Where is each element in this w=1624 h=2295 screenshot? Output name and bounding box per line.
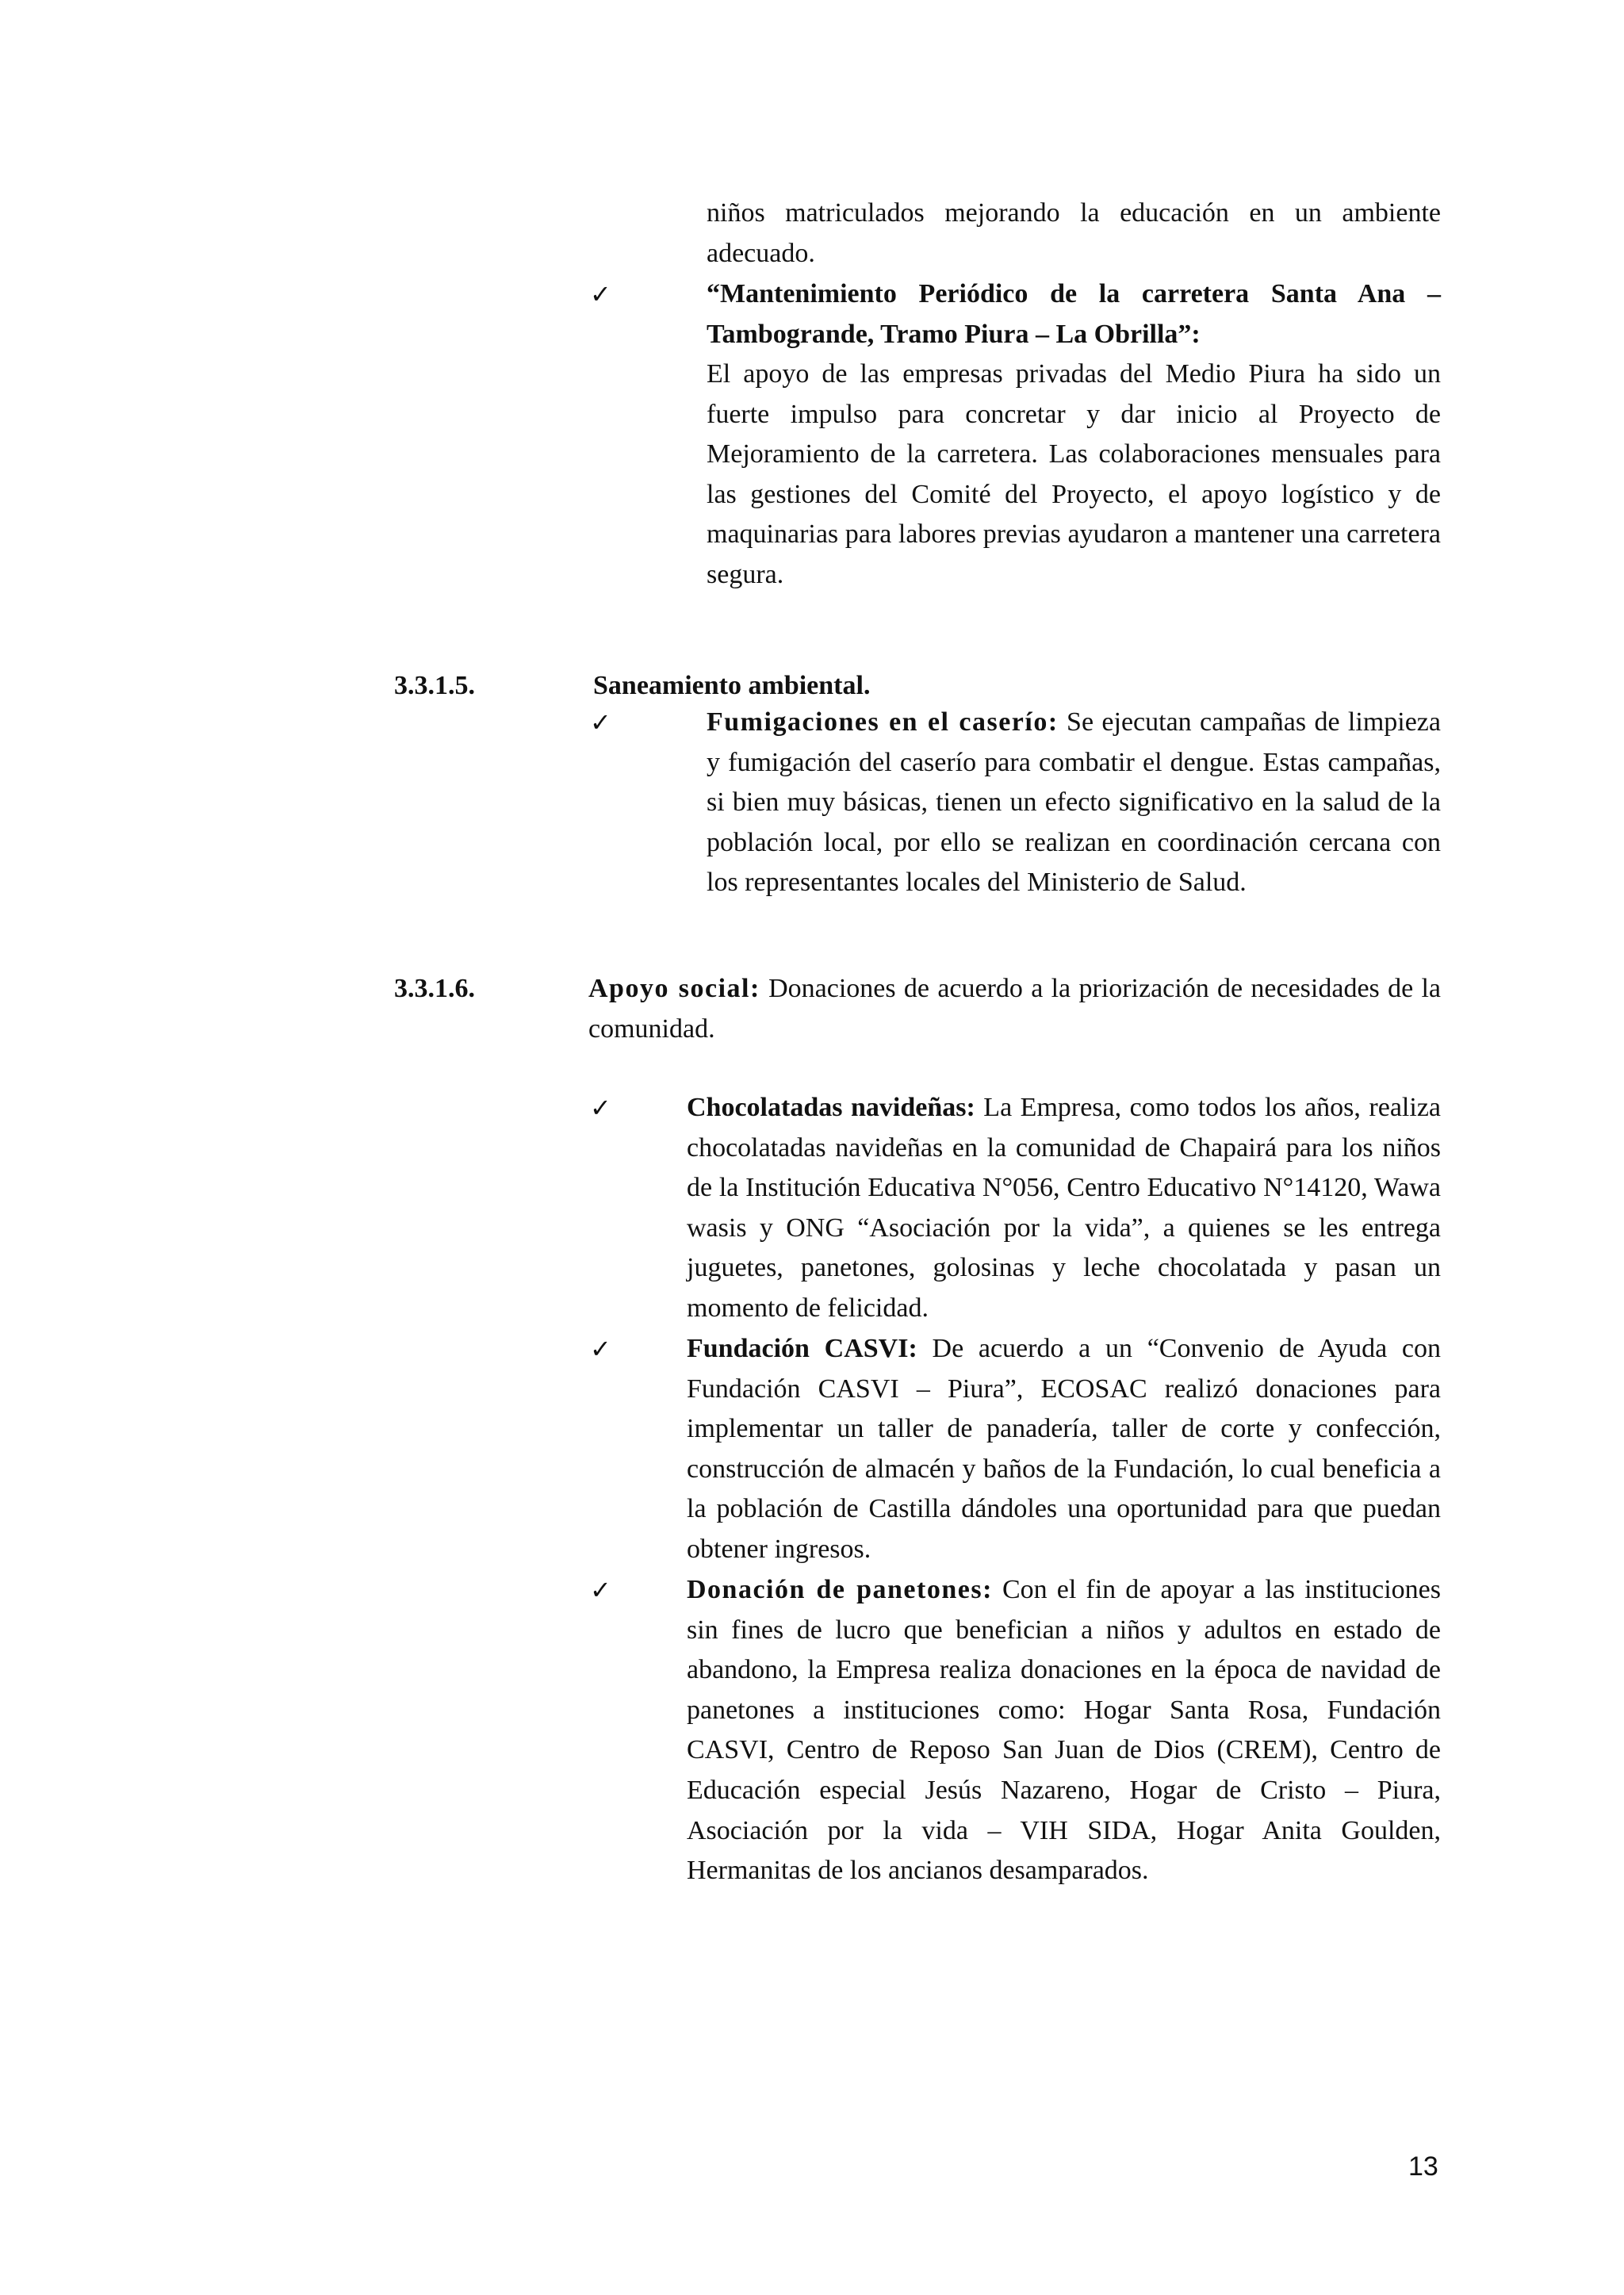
- carretera-title: “Mantenimiento Periódico de la carretera Santa Ana – Tambogrande, Tramo Piura – La Obrilla”:: [707, 279, 1441, 349]
- section-number-3315: 3.3.1.5.: [394, 671, 475, 700]
- check-icon: ✓: [590, 279, 611, 309]
- section-title-saneamiento: Saneamiento ambiental.: [593, 671, 871, 700]
- fundacion-casvi-text: De acuerdo a un “Convenio de Ayuda con Fundación CASVI – Piura”, ECOSAC realizó donaciones para implementar un taller de panadería, taller de corte y confección, construcción de almacén y baños de la Fundación, lo cual beneficia a la población de Castilla dándoles una oportunidad para que puedan obtener ingresos.: [687, 1334, 1441, 1564]
- donacion-panetones-title: Donación de panetones:: [687, 1575, 993, 1604]
- fumigaciones-title: Fumigaciones en el caserío:: [707, 707, 1059, 737]
- apoyo-social-title: Apoyo social:: [588, 974, 760, 1003]
- chocolatadas-item: [687, 1088, 1441, 1329]
- check-icon: ✓: [590, 1575, 611, 1605]
- donacion-panetones-text: Con el fin de apoyar a las instituciones sin fines de lucro que benefician a niños y adultos en estado de abandono, la Empresa realiza donaciones en la época de navidad de panetones a instituciones como: Hogar Santa Rosa, Fundación CASVI, Centro de Reposo San Juan de Dios (CREM), Centro de Educación especial Jesús Nazareno, Hogar de Cristo – Piura, Asociación por la vida – VIH SIDA, Hogar Anita Goulden, Hermanitas de los ancianos desamparados.: [687, 1575, 1441, 1886]
- fumigaciones-item: [707, 703, 1441, 903]
- fumigaciones-text: Se ejecutan campañas de limpieza y fumigación del caserío para combatir el dengue. Estas campañas, si bien muy básicas, tienen un efecto significativo en la salud de la población local, por ello se realizan en coordinación cercana con los representantes locales del Ministerio de Salud.: [707, 707, 1441, 898]
- chocolatadas-text: La Empresa, como todos los años, realiza chocolatadas navideñas en la comunidad de Chapairá para los niños de la Institución Educativa N°056, Centro Educativo N°14120, Wawa wasis y ONG “Asociación por la vida”, a quienes se les entrega juguetes, panetones, golosinas y leche chocolatada y pasan un momento de felicidad.: [687, 1093, 1441, 1323]
- page-number: 13: [1408, 2151, 1438, 2182]
- section-number-3316: 3.3.1.6.: [394, 974, 475, 1003]
- apoyo-social-paragraph: [588, 969, 1441, 1049]
- check-icon: ✓: [590, 1093, 611, 1123]
- donacion-panetones-item: [687, 1570, 1441, 1891]
- fundacion-casvi-title: Fundación CASVI:: [687, 1334, 917, 1363]
- intro-paragraph: niños matriculados mejorando la educación en un ambiente adecuado.: [707, 198, 1441, 268]
- check-icon: ✓: [590, 1334, 611, 1364]
- chocolatadas-title: Chocolatadas navideñas:: [687, 1093, 975, 1122]
- fundacion-casvi-item: [687, 1329, 1441, 1570]
- carretera-text: El apoyo de las empresas privadas del Medio Piura ha sido un fuerte impulso para concretar y dar inicio al Proyecto de Mejoramiento de la carretera. Las colaboraciones mensuales para las gestiones del Comité del Proyecto, el apoyo logístico y de maquinarias para labores previas ayudaron a mantener una carretera segura.: [707, 359, 1441, 589]
- apoyo-social-text: Donaciones de acuerdo a la priorización de necesidades de la comunidad.: [588, 974, 1442, 1044]
- check-icon: ✓: [590, 707, 611, 738]
